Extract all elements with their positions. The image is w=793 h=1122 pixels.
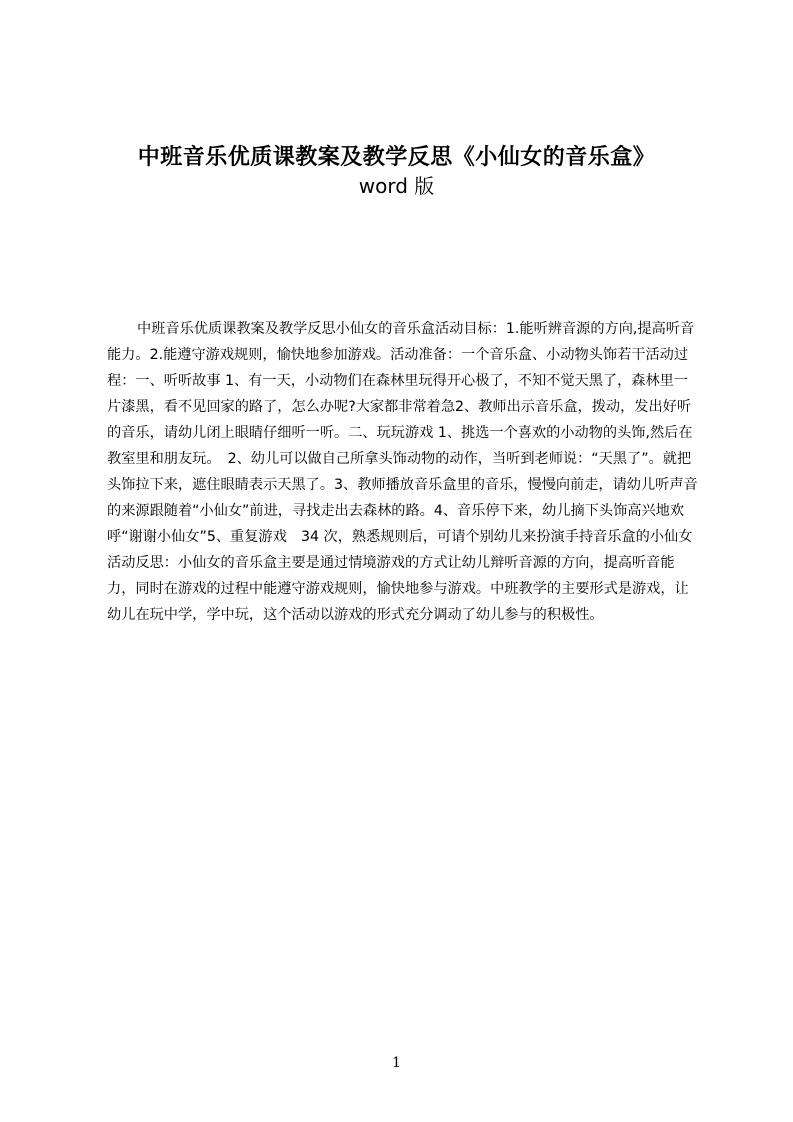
title-block	[0, 143, 793, 200]
body-paragraph: 中班音乐优质课教案及教学反思小仙女的音乐盒活动目标：1.能听辨音源的方向,提高听音能力。2.能遵守游戏规则，愉快地参加游戏。活动准备：一个音乐盒、小动物头饰若干活动过程：一、听听故事 1、有一天，小动物们在森林里玩得开心极了，不知不觉天黑了，森林里一片漆黑，看不见回家的路了，怎么办呢?大家都非常着急2、教师出示音乐盒，拨动，发出好听的音乐，请幼儿闭上眼睛仔细听一听。二、玩玩游戏 1、挑选一个喜欢的小动物的头饰,然后在教室里和朋友玩。 2、幼儿可以做自己所拿头饰动物的动作，当听到老师说：“天黑了”。就把头饰拉下来，遮住眼睛表示天黑了。3、教师播放音乐盒里的音乐，慢慢向前走，请幼儿听声音的来源跟随着“小仙女”前进，寻找走出去森林的路。4、音乐停下来，幼儿摘下头饰高兴地欢呼“谢谢小仙女”5、重复游戏 34 次，熟悉规则后，可请个别幼儿来扮演手持音乐盒的小仙女活动反思：小仙女的音乐盒主要是通过情境游戏的方式让幼儿辩听音源的方向，提高听音能力，同时在游戏的过程中能遵守游戏规则，愉快地参与游戏。中班教学的主要形式是游戏，让幼儿在玩中学，学中玩，这个活动以游戏的形式充分调动了幼儿参与的积极性。	[107, 321, 698, 623]
page-number: 1	[392, 1055, 401, 1071]
document-title: 中班音乐优质课教案及教学反思《小仙女的音乐盒》	[137, 145, 656, 170]
document-subtitle: word 版	[358, 174, 435, 198]
